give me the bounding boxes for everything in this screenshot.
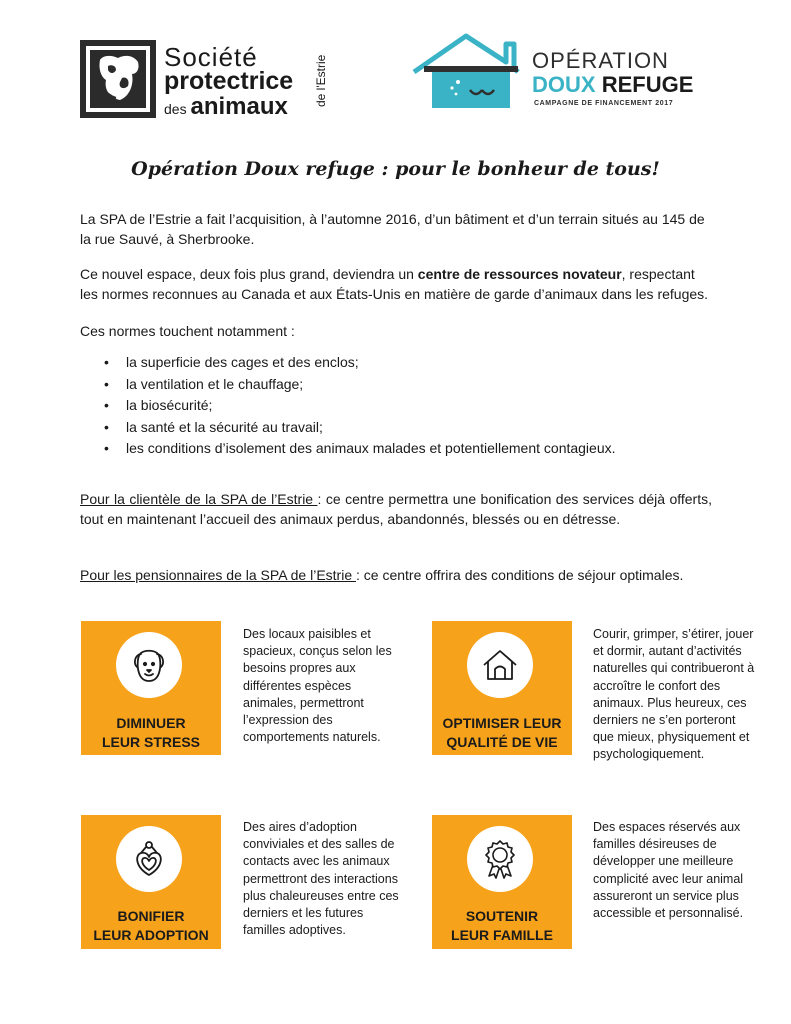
spa-logo-line2: protectrice [164, 67, 294, 95]
tile-label-line2: LEUR ADOPTION [93, 927, 209, 943]
tile-description-quality-of-life: Courir, grimper, s’étirer, jouer et dormir, autant d’activités naturelles qui contribueront à accroître le confort des animaux. Plus heureux, ces derniers ne s’en porteront que mieux, physiquement et psychologiquement. [593, 627, 755, 762]
spa-logo-line1: Société [164, 42, 258, 72]
award-ribbon-icon [480, 839, 520, 879]
tile-label [81, 907, 221, 945]
tile-quality-of-life [432, 621, 572, 755]
tile-description-adoption: Des aires d’adoption conviviales et des salles de contacts avec les animaux permettront des interactions plus chaleureuses entre ces derniers et les futures familles adoptives. [243, 820, 399, 938]
house-cat-logo-icon [410, 32, 522, 110]
tile-label-line2: QUALITÉ DE VIE [446, 734, 558, 750]
list-item: • la santé et la sécurité au travail; [104, 417, 616, 439]
norms-intro: Ces normes touchent notamment : [80, 323, 295, 339]
heart-tag-icon [129, 839, 169, 879]
tile-label-line1: BONIFIER [117, 908, 185, 924]
list-item: • la ventilation et le chauffage; [104, 374, 616, 396]
pensionnaires-text: : ce centre offrira des conditions de séjour optimales. [356, 567, 684, 583]
operation-logo-line2 [532, 72, 693, 98]
dog-face-icon [129, 645, 169, 685]
spa-logo-line3-main: animaux [190, 93, 288, 120]
center-description-bold: centre de ressources novateur [417, 266, 622, 282]
center-description-paragraph [80, 264, 712, 304]
list-item: • la biosécurité; [104, 395, 616, 417]
clientele-text: : ce centre permettra une bonification des services déjà offerts, tout en maintenant l’accueil des animaux perdus, abandonnés, blessés ou en détresse. [80, 491, 713, 527]
operation-doux-refuge-logo [410, 32, 694, 114]
norms-list [104, 352, 616, 460]
center-description-start: Ce nouvel espace, deux fois plus grand, deviendra un [80, 266, 418, 282]
tile-reduce-stress [81, 621, 221, 755]
operation-logo-doux: DOUX [532, 72, 596, 97]
operation-logo-line1: OPÉRATION [532, 48, 669, 73]
tile-icon-circle [467, 632, 533, 698]
tile-icon-circle [116, 632, 182, 698]
list-item: • la superficie des cages et des enclos; [104, 352, 616, 374]
spa-dog-cat-logo-icon [80, 40, 156, 118]
tile-description-reduce-stress: Des locaux paisibles et spacieux, conçus selon les besoins propres aux différentes espèces animales, permettront l’expression des comportements naturels. [243, 627, 392, 745]
intro-paragraph: La SPA de l’Estrie a fait l’acquisition, à l’automne 2016, d’un bâtiment et d’un terrain situés au 145 de la rue Sauvé, à Sherbrooke. [80, 211, 705, 247]
tile-label [432, 907, 572, 945]
tile-icon-circle [116, 826, 182, 892]
tile-icon-circle [467, 826, 533, 892]
clientele-heading: Pour la clientèle de la SPA de l’Estrie [80, 491, 318, 507]
tile-label-line2: LEUR STRESS [101, 734, 200, 750]
tile-adoption [81, 815, 221, 949]
tile-family-support [432, 815, 572, 949]
operation-logo-campaign: CAMPAGNE DE FINANCEMENT 2017 [534, 100, 674, 107]
spa-logo-line3-prefix: des [164, 101, 187, 117]
tile-label-line1: DIMINUER [116, 715, 186, 731]
tile-label [81, 714, 221, 752]
tile-label-line2: LEUR FAMILLE [451, 927, 553, 943]
pensionnaires-heading: Pour les pensionnaires de la SPA de l’Estrie [80, 567, 357, 583]
tile-label [432, 714, 572, 752]
tile-label-line1: OPTIMISER LEUR [442, 715, 562, 731]
document-title: Opération Doux refuge : pour le bonheur de tous! [131, 158, 660, 180]
clientele-paragraph [80, 489, 712, 529]
operation-logo-refuge: REFUGE [601, 72, 694, 97]
center-description-end: , respectant les normes reconnues au Canada et aux États-Unis en matière de garde d’animaux dans les refuges. [80, 266, 709, 302]
spa-estrie-logo [80, 40, 342, 118]
list-item: • les conditions d’isolement des animaux malades et potentiellement contagieux. [104, 438, 616, 460]
tile-label-line1: SOUTENIR [465, 908, 539, 924]
spa-logo-line3 [164, 93, 288, 121]
spa-logo-side-text: de l'Estrie [314, 54, 328, 108]
tile-description-family-support: Des espaces réservés aux familles désireuses de développer une meilleure complicité avec leur animal assureront un service plus accessible et personnalisé. [593, 820, 744, 921]
house-icon [480, 645, 520, 685]
pensionnaires-paragraph [80, 565, 712, 585]
